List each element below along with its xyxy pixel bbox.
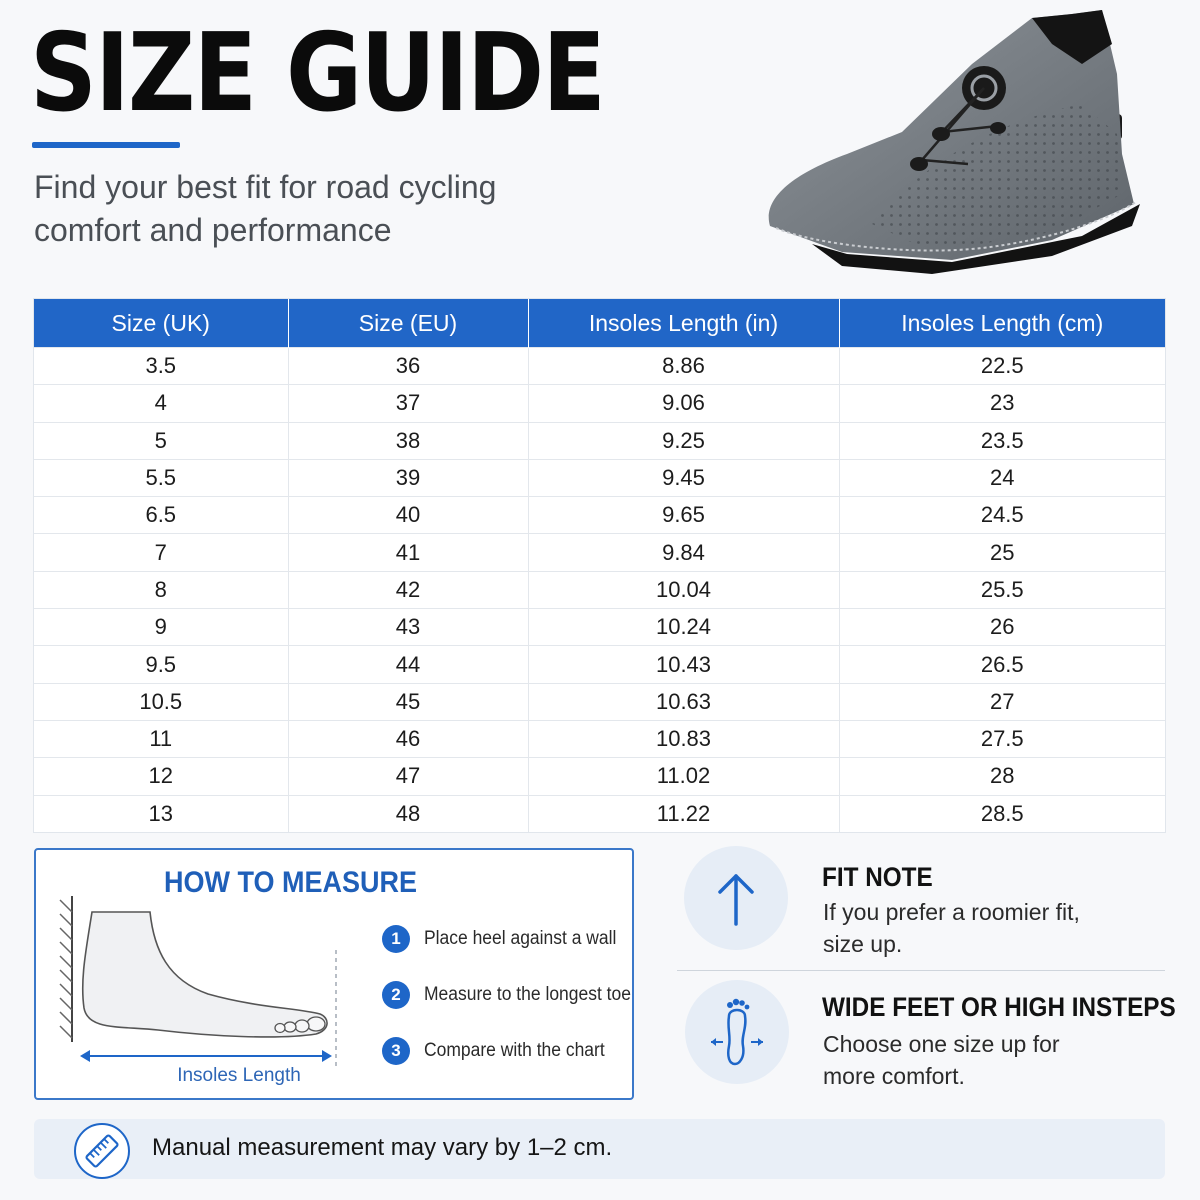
cell-size-eu: 41 — [288, 534, 528, 571]
table-row — [34, 348, 1165, 385]
fit-note-heading: FIT NOTE — [822, 862, 933, 892]
how-to-measure-panel — [34, 848, 634, 1100]
step-text: Measure to the longest toe — [424, 984, 631, 1005]
cell-size-eu: 44 — [288, 646, 528, 683]
cell-insole-cm: 27 — [839, 683, 1165, 720]
header-insole-cm: Insoles Length (cm) — [839, 299, 1165, 348]
cell-insole-cm: 28.5 — [839, 795, 1165, 832]
measurement-disclaimer-bar — [34, 1119, 1165, 1179]
table-row — [34, 422, 1165, 459]
insole-length-label: Insoles Length — [177, 1065, 301, 1086]
step-number-badge: 2 — [382, 981, 410, 1009]
cell-size-eu: 48 — [288, 795, 528, 832]
step-number-badge: 3 — [382, 1037, 410, 1065]
wide-feet-line-2: more comfort. — [823, 1063, 965, 1089]
cell-insole-cm: 24.5 — [839, 497, 1165, 534]
cell-insole-in: 10.04 — [528, 571, 839, 608]
table-row — [34, 609, 1165, 646]
subtitle-line-2: comfort and performance — [34, 212, 392, 248]
cell-size-uk: 9 — [34, 609, 288, 646]
wall-icon — [60, 896, 72, 1042]
cell-size-eu: 47 — [288, 758, 528, 795]
cell-insole-in: 11.02 — [528, 758, 839, 795]
foot-measure-diagram — [58, 890, 358, 1090]
cell-size-uk: 11 — [34, 720, 288, 757]
cell-size-eu: 43 — [288, 609, 528, 646]
cell-insole-cm: 27.5 — [839, 720, 1165, 757]
header-insole-in: Insoles Length (in) — [528, 299, 839, 348]
cell-size-eu: 46 — [288, 720, 528, 757]
measure-step-3 — [382, 1036, 620, 1066]
cell-insole-in: 8.86 — [528, 348, 839, 385]
cell-insole-cm: 28 — [839, 758, 1165, 795]
table-row — [34, 795, 1165, 832]
measure-step-1 — [382, 924, 633, 954]
cell-size-eu: 38 — [288, 422, 528, 459]
cycling-shoe-image — [752, 4, 1172, 294]
wide-feet-heading: WIDE FEET OR HIGH INSTEPS — [822, 992, 1176, 1022]
cell-insole-in: 9.45 — [528, 459, 839, 496]
cell-size-uk: 13 — [34, 795, 288, 832]
wide-feet-line-1: Choose one size up for — [823, 1031, 1060, 1057]
page-title: SIZE GUIDE — [30, 11, 605, 136]
table-row — [34, 720, 1165, 757]
table-row — [34, 497, 1165, 534]
table-row — [34, 385, 1165, 422]
table-header-row — [34, 299, 1165, 348]
ruler-icon — [74, 1123, 130, 1179]
wide-feet-text — [823, 1028, 1060, 1092]
header-size-eu: Size (EU) — [288, 299, 528, 348]
cell-insole-cm: 23 — [839, 385, 1165, 422]
step-number-badge: 1 — [382, 925, 410, 953]
table-row — [34, 459, 1165, 496]
subtitle-line-1: Find your best fit for road cycling — [34, 169, 497, 205]
cell-insole-cm: 25 — [839, 534, 1165, 571]
cell-size-eu: 45 — [288, 683, 528, 720]
table-row — [34, 758, 1165, 795]
cell-size-eu: 36 — [288, 348, 528, 385]
cell-insole-cm: 26.5 — [839, 646, 1165, 683]
page-subtitle — [34, 166, 496, 252]
cell-size-uk: 10.5 — [34, 683, 288, 720]
cell-insole-cm: 26 — [839, 609, 1165, 646]
title-underline — [32, 142, 180, 148]
cell-insole-in: 9.06 — [528, 385, 839, 422]
fit-note-line-1: If you prefer a roomier fit, — [823, 899, 1080, 925]
measure-step-2 — [382, 980, 649, 1010]
arrow-up-icon — [684, 846, 788, 950]
cell-insole-in: 10.63 — [528, 683, 839, 720]
cell-insole-cm: 22.5 — [839, 348, 1165, 385]
disclaimer-text: Manual measurement may vary by 1–2 cm. — [152, 1134, 613, 1161]
cell-size-uk: 7 — [34, 534, 288, 571]
step-text: Place heel against a wall — [424, 928, 617, 949]
cell-insole-cm: 24 — [839, 459, 1165, 496]
cell-size-eu: 40 — [288, 497, 528, 534]
cell-insole-in: 9.84 — [528, 534, 839, 571]
cell-size-uk: 5.5 — [34, 459, 288, 496]
foot-outline-icon — [83, 912, 327, 1037]
cell-insole-in: 9.65 — [528, 497, 839, 534]
cell-size-eu: 39 — [288, 459, 528, 496]
size-chart-table — [34, 299, 1165, 832]
step-text: Compare with the chart — [424, 1040, 605, 1061]
how-to-measure-title: HOW TO MEASURE — [164, 866, 418, 899]
table-row — [34, 534, 1165, 571]
cell-insole-in: 10.24 — [528, 609, 839, 646]
table-body — [34, 348, 1165, 832]
cell-insole-in: 10.43 — [528, 646, 839, 683]
header-size-uk: Size (UK) — [34, 299, 288, 348]
cell-size-uk: 3.5 — [34, 348, 288, 385]
table-row — [34, 646, 1165, 683]
cell-insole-in: 9.25 — [528, 422, 839, 459]
cell-size-uk: 5 — [34, 422, 288, 459]
cell-size-eu: 37 — [288, 385, 528, 422]
cell-size-uk: 9.5 — [34, 646, 288, 683]
measure-arrow-icon — [80, 1050, 332, 1062]
table-row — [34, 571, 1165, 608]
fit-note-text — [823, 896, 1080, 960]
cell-size-uk: 4 — [34, 385, 288, 422]
cell-size-uk: 8 — [34, 571, 288, 608]
cell-size-uk: 6.5 — [34, 497, 288, 534]
cell-insole-in: 10.83 — [528, 720, 839, 757]
cell-insole-cm: 23.5 — [839, 422, 1165, 459]
table-row — [34, 683, 1165, 720]
cell-size-uk: 12 — [34, 758, 288, 795]
foot-width-icon — [685, 980, 789, 1084]
cell-insole-in: 11.22 — [528, 795, 839, 832]
note-divider — [677, 970, 1165, 971]
fit-note-line-2: size up. — [823, 931, 903, 957]
cell-size-eu: 42 — [288, 571, 528, 608]
cell-insole-cm: 25.5 — [839, 571, 1165, 608]
